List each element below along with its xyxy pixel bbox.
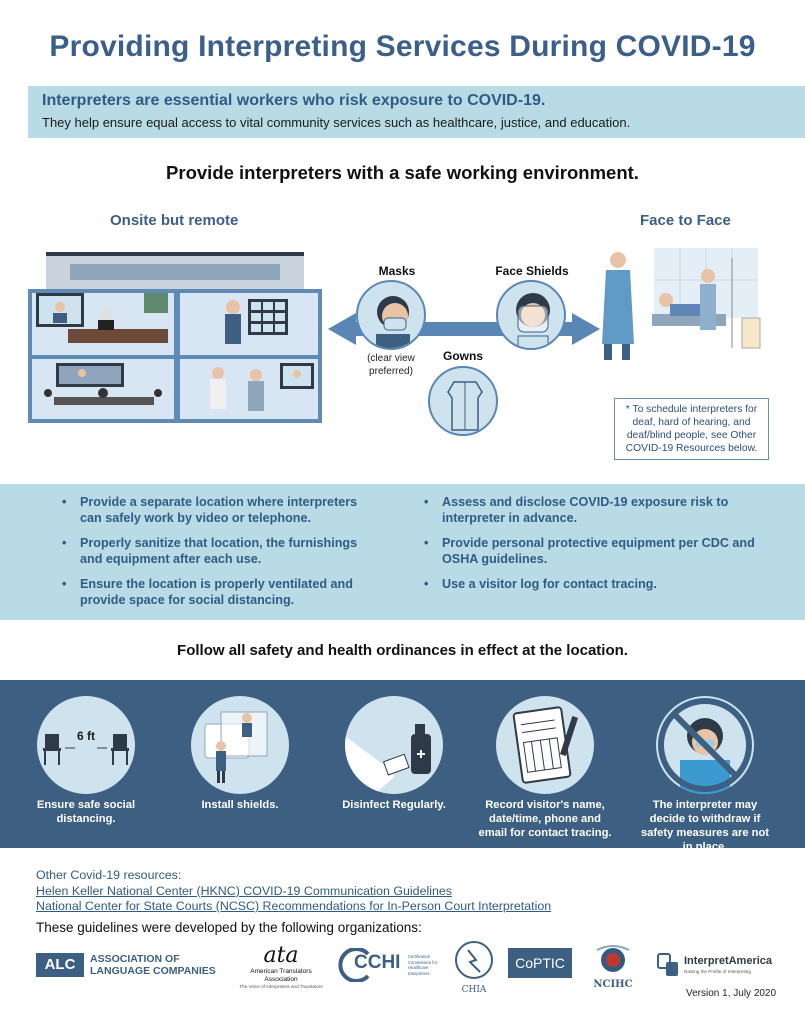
ordinances-heading: Follow all safety and health ordinances in effect at the location. — [177, 642, 628, 659]
chia-logo: CHIA — [452, 940, 496, 988]
install-shields-icon — [191, 696, 289, 794]
page-title: Providing Interpreting Services During COVID-19 — [49, 30, 756, 63]
disinfect-caption: Disinfect Regularly. — [342, 799, 446, 811]
disinfect-icon — [345, 696, 443, 794]
gown-icon — [428, 366, 498, 436]
social-distancing-icon — [37, 696, 135, 794]
list-item: • Ensure the location is properly ventilated and provide space for social distancing. — [62, 576, 380, 608]
masks-note: (clear view preferred) — [367, 353, 415, 377]
contact-log-caption: Record visitor's name, date/time, phone and email for contact tracing. — [478, 799, 612, 839]
recommendations-left — [62, 494, 380, 617]
intro-banner — [28, 86, 805, 138]
interpretamerica-logo: InterpretAmerica Raising the Profile of Interpreting — [656, 950, 774, 980]
list-item: • Properly sanitize that location, the furnishings and equipment after each use. — [62, 535, 380, 567]
coptic-logo: CoPTIC — [508, 948, 572, 978]
mask-icon — [356, 280, 426, 350]
alc-logo: ALC ASSOCIATION OF LANGUAGE COMPANIES — [36, 950, 226, 980]
withdraw-icon — [656, 696, 754, 794]
contact-log-icon — [496, 696, 594, 794]
building-top — [46, 256, 304, 290]
list-item: • Provide personal protective equipment per CDC and OSHA guidelines. — [424, 535, 774, 567]
face-to-face-illustration — [596, 244, 776, 364]
version-label: Version 1, July 2020 — [686, 988, 777, 999]
organizations-heading: These guidelines were developed by the following organizations: — [36, 920, 422, 935]
face-to-face-label: Face to Face — [640, 212, 731, 229]
onsite-label: Onsite but remote — [110, 212, 239, 229]
building-illustration — [28, 289, 322, 423]
ncihc-logo: NCIHC — [588, 940, 638, 990]
face-shield-icon — [496, 280, 566, 350]
ncsc-recommendations-link[interactable]: National Center for State Courts (NCSC) Recommendations for In-Person Court Interpretation — [36, 899, 552, 913]
recommendations-right — [424, 494, 774, 601]
list-item: • Assess and disclose COVID-19 exposure risk to interpreter in advance. — [424, 494, 774, 526]
social-distancing-caption: Ensure safe social distancing. — [36, 799, 136, 825]
cchi-logo: CCHI Certification Commission for Healthcare Interpreters — [334, 948, 444, 982]
withdraw-caption: The interpreter may decide to withdraw if safety measures are not in place. — [640, 799, 770, 853]
list-item: • Use a visitor log for contact tracing. — [424, 576, 774, 592]
list-item: • Provide a separate location where interpreters can safely work by video or telephone. — [62, 494, 380, 526]
ata-logo: ata American Translators Association The Voice of Interpreters and Translators — [239, 943, 323, 989]
hknc-guidelines-link[interactable]: Helen Keller National Center (HKNC) COVID-19 Communication Guidelines — [36, 883, 452, 898]
arrow-left-icon — [328, 313, 356, 345]
banner-text: They help ensure equal access to vital community services such as healthcare, justice, and education. — [42, 115, 631, 130]
scheduling-note: * To schedule interpreters for deaf, hard of hearing, and deaf/blind people, see Other COVID-19 Resources below. — [614, 398, 769, 460]
face-shields-label: Face Shields — [495, 264, 569, 278]
banner-heading: Interpreters are essential workers who risk exposure to COVID-19. — [42, 92, 546, 109]
distance-label: 6 ft — [77, 729, 95, 743]
gowns-label: Gowns — [442, 349, 483, 363]
resources-heading: Other Covid-19 resources: — [36, 868, 182, 882]
install-shields-caption: Install shields. — [201, 799, 279, 811]
masks-label: Masks — [378, 264, 416, 278]
safe-environment-heading: Provide interpreters with a safe working environment. — [166, 162, 639, 183]
resources — [36, 868, 551, 915]
